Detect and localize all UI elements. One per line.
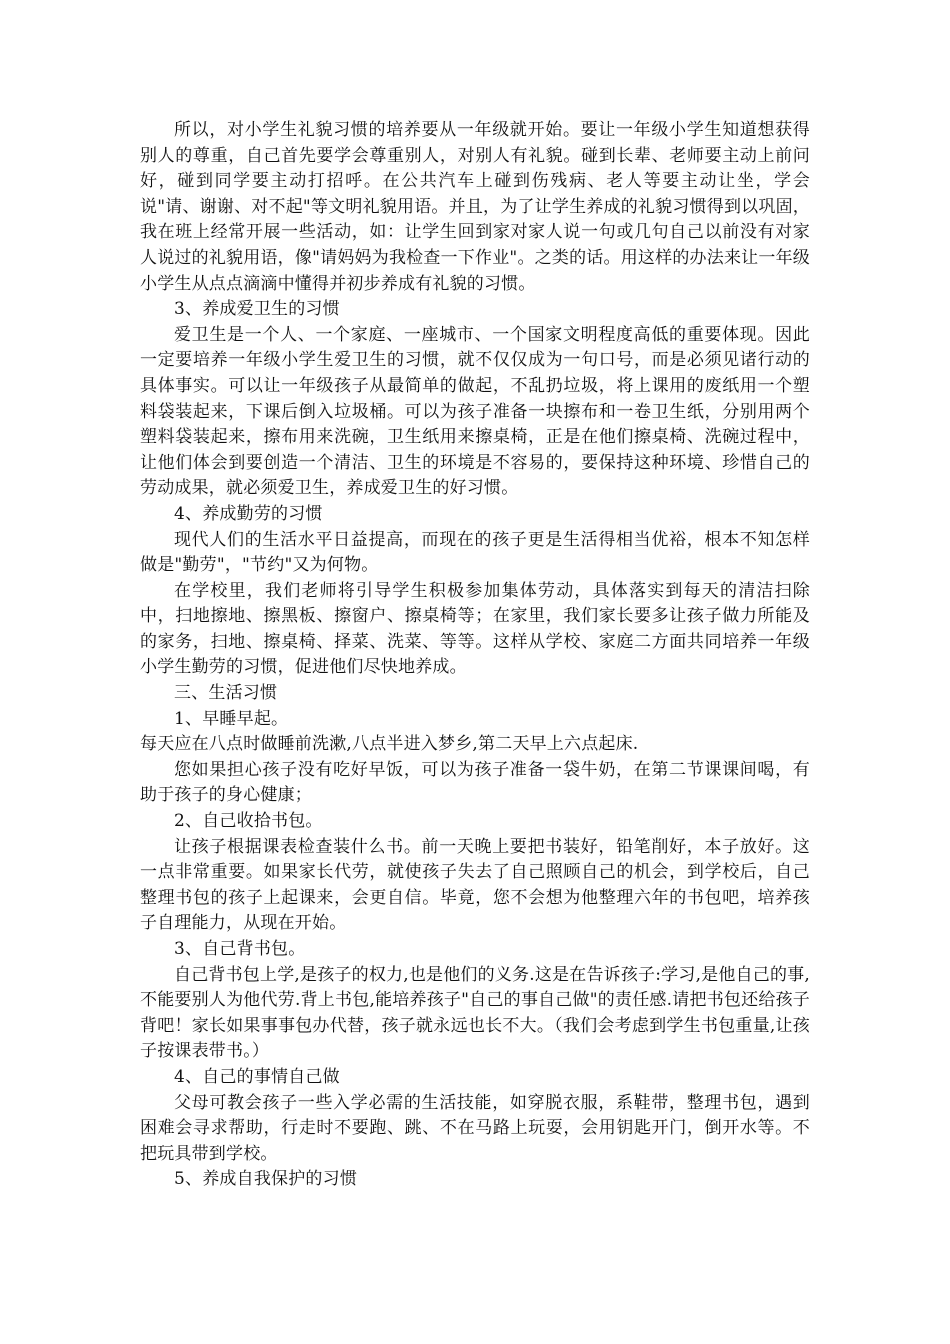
section-heading: 4、自己的事情自己做 [174, 1066, 340, 1087]
section-heading: 1、早睡早起。 [174, 708, 289, 729]
paragraph: 在学校里，我们老师将引导学生积极参加集体劳动，具体落实到每天的清洁扫除中，扫地擦地、擦黑板、擦窗户、擦桌椅等；在家里，我们家长要多让孩子做力所能及的家务，扫地、擦桌椅、择菜、洗菜、等等。这样从学校、家庭二方面共同培养一年级小学生勤劳的习惯，促进他们尽快地养成。 [140, 580, 810, 678]
paragraph: 爱卫生是一个人、一个家庭、一座城市、一个国家文明程度高低的重要体现。因此一定要培养一年级小学生爱卫生的习惯，就不仅仅成为一句口号，而是必须见诸行动的具体事实。可以让一年级孩子从最简单的做起，不乱扔垃圾，将上课用的废纸用一个塑料袋装起来，下课后倒入垃圾桶。可以为孩子准备一块擦布和一卷卫生纸，分别用两个塑料袋装起来，擦布用来洗碗，卫生纸用来擦桌椅，正是在他们擦桌椅、洗碗过程中，让他们体会到要创造一个清洁、卫生的环境是不容易的，要保持这种环境、珍惜自己的劳动成果，就必须爱卫生，养成爱卫生的好习惯。 [140, 324, 810, 499]
paragraph: 父母可教会孩子一些入学必需的生活技能，如穿脱衣服，系鞋带，整理书包，遇到困难会寻求帮助，行走时不要跑、跳、不在马路上玩耍，会用钥匙开门，倒开水等。不把玩具带到学校。 [140, 1092, 810, 1164]
paragraph: 您如果担心孩子没有吃好早饭，可以为孩子准备一袋牛奶，在第二节课课间喝，有助于孩子的身心健康； [140, 759, 810, 806]
chapter-heading: 三、生活习惯 [174, 683, 278, 704]
document-page [140, 118, 810, 1193]
paragraph: 每天应在八点时做睡前洗漱,八点半进入梦乡,第二天早上六点起床. [140, 734, 639, 755]
paragraph: 让孩子根据课表检查装什么书。前一天晚上要把书装好，铅笔削好，本子放好。这一点非常重要。如果家长代劳，就使孩子失去了自己照顾自己的机会，到学校后，自己整理书包的孩子上起课来，会更自信。毕竟，您不会想为他整理六年的书包吧，培养孩子自理能力，从现在开始。 [140, 836, 810, 934]
section-heading: 4、养成勤劳的习惯 [174, 503, 323, 524]
section-heading: 3、养成爱卫生的习惯 [174, 299, 340, 320]
paragraph: 自己背书包上学,是孩子的权力,也是他们的义务.这是在告诉孩子:学习,是他自己的事,不能要别人为他代劳.背上书包,能培养孩子"自己的事自己做"的责任感.请把书包还给孩子背吧！家长如果事事包办代替，孩子就永远也长不大。（我们会考虑到学生书包重量,让孩子按课表带书。） [140, 964, 810, 1062]
section-heading: 5、养成自我保护的习惯 [174, 1169, 358, 1190]
section-heading: 2、自己收拾书包。 [174, 811, 323, 832]
paragraph: 所以，对小学生礼貌习惯的培养要从一年级就开始。要让一年级小学生知道想获得别人的尊重，自己首先要学会尊重别人，对别人有礼貌。碰到长辈、老师要主动上前问好，碰到同学要主动打招呼。在公共汽车上碰到伤残病、老人等要主动让坐，学会说"请、谢谢、对不起"等文明礼貌用语。并且，为了让学生养成的礼貌习惯得到以巩固，我在班上经常开展一些活动，如：让学生回到家对家人说一句或几句自己以前没有对家人说过的礼貌用语，像"请妈妈为我检查一下作业"。之类的话。用这样的办法来让一年级小学生从点点滴滴中懂得并初步养成有礼貌的习惯。 [140, 120, 810, 294]
paragraph: 现代人们的生活水平日益提高，而现在的孩子更是生活得相当优裕，根本不知怎样做是"勤劳"，"节约"又为何物。 [140, 529, 810, 576]
section-heading: 3、自己背书包。 [174, 939, 306, 959]
